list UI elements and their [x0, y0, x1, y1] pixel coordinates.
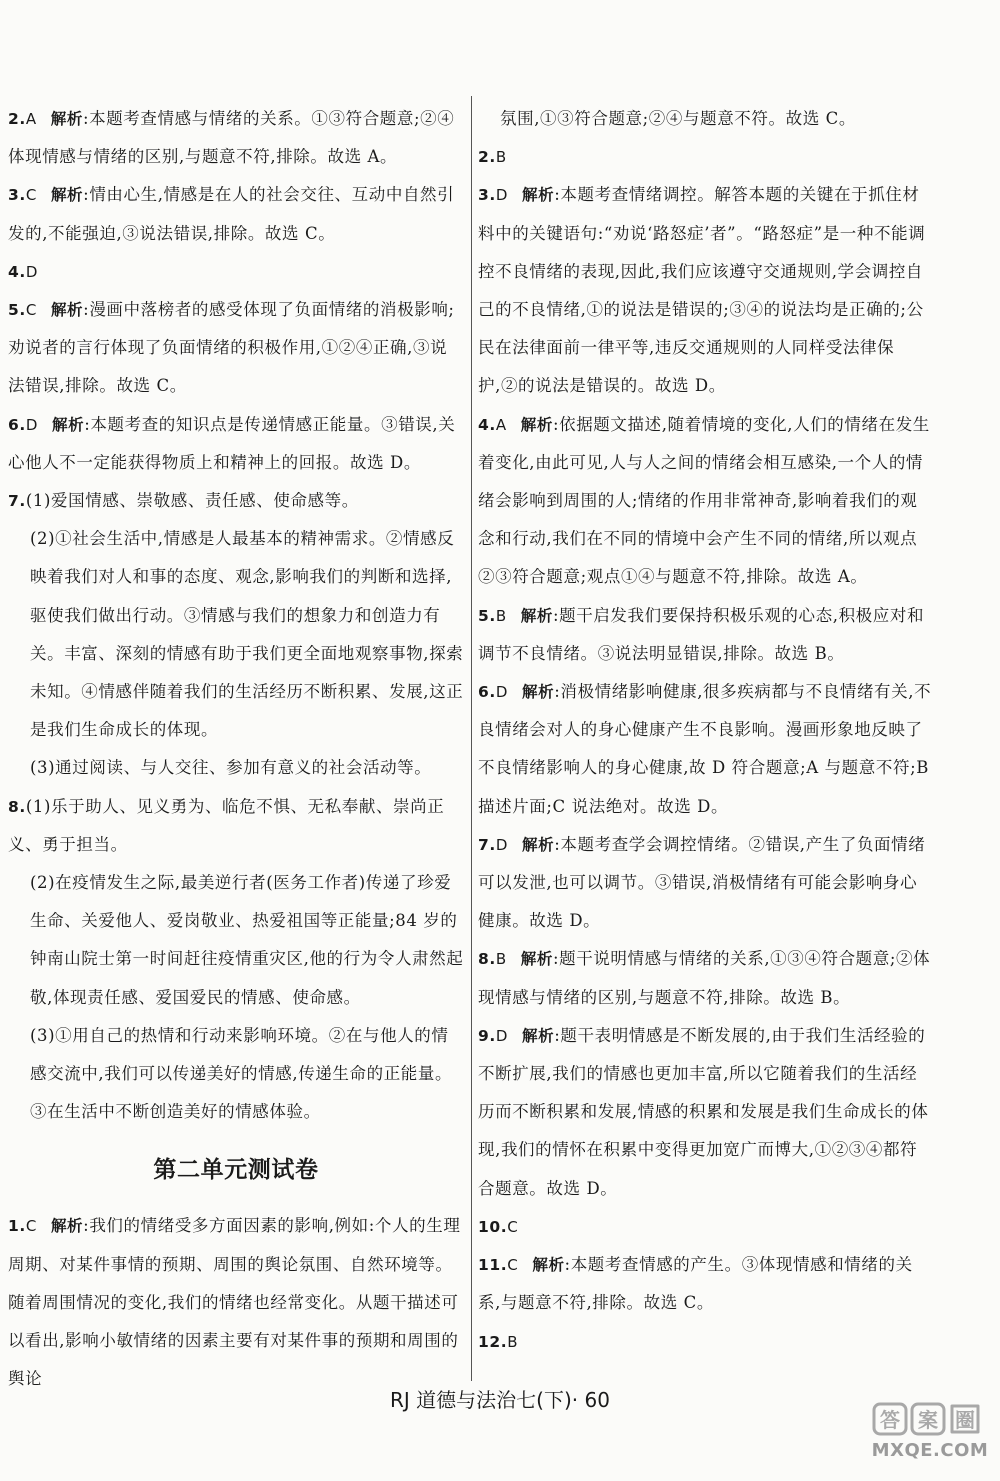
item-number: 3. — [8, 186, 26, 205]
analysis-text: :漫画中落榜者的感受体现了负面情绪的消极影响;劝说者的言行体现了负面情绪的积极作用,①②④正确,③说法错误,排除。故选 C。 — [8, 300, 455, 396]
analysis-label: 解析 — [522, 186, 555, 205]
analysis-text: :情由心生,情感是在人的社会交往、互动中自然引发的,不能强迫,③说法错误,排除。故选 C。 — [8, 185, 455, 243]
analysis-text: :本题考查情感的产生。③体现情感和情绪的关系,与题意不符,排除。故选 C。 — [478, 1255, 913, 1313]
answer-item-2 — [8, 100, 464, 176]
answer-item-3b — [478, 176, 934, 405]
answer-item-9b — [478, 1017, 934, 1208]
item-answer: D — [495, 683, 509, 702]
answer-item-11b — [478, 1246, 934, 1322]
item-number: 1. — [8, 1217, 26, 1236]
analysis-text: :我们的情绪受多方面因素的影响,例如:个人的生理周期、对某件事情的预期、周围的舆论氛围、自然环境等。随着周围情况的变化,我们的情绪也经常变化。从题干描述可以看出,影响小敏情绪的因素主要有对某件事的预期和周围的舆论 — [8, 1216, 461, 1389]
answer-item-2b — [478, 138, 934, 176]
item-answer: A — [495, 415, 507, 434]
analysis-text: :题干启发我们要保持积极乐观的心态,积极应对和调节不良情绪。③说法明显错误,排除。故选 B。 — [478, 605, 925, 663]
analysis-text: :本题考查情感与情绪的关系。①③符合题意;②④体现情感与情绪的区别,与题意不符,排除。故选 A。 — [8, 109, 455, 167]
item-answer: D — [495, 186, 509, 205]
answer-item-8b — [478, 940, 934, 1016]
item-number: 9. — [478, 1026, 496, 1045]
item-number: 5. — [8, 301, 26, 320]
item-number: 2. — [478, 148, 496, 167]
item-number: 8. — [8, 797, 26, 816]
item-answer: C — [25, 1217, 37, 1236]
analysis-text: :消极情绪影响健康,很多疾病都与不良情绪有关,不良情绪会对人的身心健康产生不良影响。漫画形象地反映了不良情绪影响人的身心健康,故 D 符合题意;A 与题意不符;B 描述片面;C 说法绝对。故选 D。 — [478, 682, 932, 816]
item-answer: C — [25, 301, 37, 320]
item-number: 12. — [478, 1332, 508, 1351]
svg-text:案: 案 — [918, 1408, 938, 1432]
analysis-label: 解析 — [522, 1026, 555, 1045]
analysis-label: 解析 — [522, 835, 555, 854]
item-answer: B — [495, 950, 507, 969]
item-number: 7. — [8, 492, 26, 511]
analysis-label: 解析 — [50, 186, 84, 205]
sub-answer-1: (1)爱国情感、崇敬感、责任感、使命感等。 — [25, 491, 359, 511]
answer-item-12b — [478, 1323, 934, 1361]
analysis-text: :本题考查学会调控情绪。②错误,产生了负面情绪可以发泄,也可以调节。③错误,消极情绪有可能会影响身心健康。故选 D。 — [478, 834, 926, 931]
answer-item-3 — [8, 176, 464, 252]
item-number: 4. — [478, 415, 496, 434]
answer-item-6b — [478, 673, 934, 826]
item-answer: A — [25, 110, 37, 128]
item-answer: D — [25, 262, 39, 281]
analysis-text: :依据题文描述,随着情境的变化,人们的情绪在发生着变化,由此可见,人与人之间的情绪会相互感染,一个人的情绪会影响到周围的人;情绪的作用非常神奇,影响着我们的观念和行动,我们在不同的情境中会产生不同的情绪,所以观点②③符合题意;观点①④与题意不符,排除。故选 A。 — [478, 414, 930, 587]
analysis-text: :题干表明情感是不断发展的,由于我们生活经验的不断扩展,我们的情感也更加丰富,所以它随着我们的生活经历而不断积累和发展,情感的积累和发展是我们生命成长的体现,我们的情怀在积累中变得更加宽广而博大,①②③④都符合题意。故选 D。 — [478, 1025, 929, 1198]
analysis-label: 解析 — [532, 1256, 565, 1275]
answer-item-5 — [8, 291, 464, 406]
item-answer: B — [507, 1332, 519, 1351]
answer-logo-icon — [868, 1396, 988, 1442]
analysis-label: 解析 — [50, 1217, 84, 1236]
item-number: 7. — [478, 835, 496, 854]
sub-answer-1: (1)乐于助人、见义勇为、临危不惧、无私奉献、崇尚正义、勇于担当。 — [8, 796, 445, 854]
item-answer: C — [507, 1217, 519, 1236]
answer-item-7 — [8, 482, 464, 788]
column-divider — [471, 96, 472, 1381]
analysis-label: 解析 — [520, 415, 553, 434]
item-answer: D — [495, 835, 509, 854]
page-footer: RJ 道德与法治七(下)· 60 — [390, 1388, 610, 1412]
left-column — [8, 100, 464, 1399]
watermark-text: MXQE.COM — [871, 1440, 989, 1461]
item-number: 11. — [478, 1256, 508, 1275]
sub-answer-3: (3)通过阅读、与人交往、参加有意义的社会活动等。 — [30, 758, 432, 778]
item-number: 3. — [478, 186, 496, 205]
item-number: 4. — [8, 262, 26, 281]
sub-answer-2: (2)在疫情发生之际,最美逆行者(医务工作者)传递了珍爱生命、关爱他人、爱岗敬业、热爱祖国等正能量;84 岁的钟南山院士第一时间赶往疫情重灾区,他的行为令人肃然起敬,体现责任感、爱国爱民的情感、使命感。 — [30, 873, 464, 1007]
analysis-label: 解析 — [52, 415, 85, 434]
answer-item-1 — [8, 1207, 464, 1398]
continued-text: 氛围,①③符合题意;②④与题意不符。故选 C。 — [500, 109, 856, 128]
item-number: 5. — [478, 606, 496, 625]
answer-item-4 — [8, 253, 464, 291]
item-answer: B — [495, 148, 507, 167]
svg-text:答: 答 — [880, 1408, 900, 1432]
answer-item-8 — [8, 788, 464, 1132]
item-number: 8. — [478, 950, 496, 969]
item-answer: C — [25, 186, 37, 205]
analysis-label: 解析 — [520, 950, 553, 969]
answer-item-4b — [478, 406, 934, 597]
item-answer: C — [507, 1256, 519, 1275]
item-number: 6. — [8, 415, 26, 434]
analysis-label: 解析 — [50, 110, 83, 128]
item-number: 2. — [8, 110, 26, 128]
analysis-label: 解析 — [520, 606, 553, 625]
answer-item-7b — [478, 826, 934, 941]
sub-answer-3: (3)①用自己的热情和行动来影响环境。②在与他人的情感交流中,我们可以传递美好的情感,传递生命的正能量。③在生活中不断创造美好的情感体验。 — [30, 1025, 453, 1122]
item-answer: D — [495, 1026, 509, 1045]
item-answer: D — [25, 415, 39, 434]
analysis-text: :题干说明情感与情绪的关系,①③④符合题意;②体现情感与情绪的区别,与题意不符,排除。故选 B。 — [478, 949, 931, 1007]
answer-item-6 — [8, 406, 464, 482]
item-number: 10. — [478, 1217, 508, 1236]
analysis-text: :本题考查情绪调控。解答本题的关键在于抓住材料中的关键语句:“劝说‘路怒症’者”。“路怒症”是一种不能调控不良情绪的表现,因此,我们应该遵守交通规则,学会调控自己的不良情绪,①的说法是错误的;③④的说法均是正确的;公民在法律面前一律平等,违反交通规则的人同样受法律保护,②的说法是错误的。故选 D。 — [478, 185, 926, 396]
svg-text:圈: 圈 — [955, 1408, 975, 1432]
right-column — [478, 100, 934, 1361]
answer-item-5b — [478, 597, 934, 673]
item-answer: B — [495, 606, 507, 625]
analysis-label: 解析 — [50, 301, 84, 320]
answer-item-10b — [478, 1208, 934, 1246]
watermark — [868, 1396, 988, 1474]
section-title: 第二单元测试卷 — [153, 1157, 319, 1184]
analysis-text: :本题考查的知识点是传递情感正能量。③错误,关心他人不一定能获得物质上和精神上的回报。故选 D。 — [8, 414, 456, 472]
sub-answer-2: (2)①社会生活中,情感是人最基本的精神需求。②情感反映着我们对人和事的态度、观念,影响我们的判断和选择,驱使我们做出行动。③情感与我们的想象力和创造力有关。丰富、深刻的情感有助于我们更全面地观察事物,探索未知。④情感伴随着我们的生活经历不断积累、发展,这正是我们生命成长的体现。 — [30, 529, 464, 740]
analysis-label: 解析 — [522, 683, 555, 702]
item-number: 6. — [478, 683, 496, 702]
